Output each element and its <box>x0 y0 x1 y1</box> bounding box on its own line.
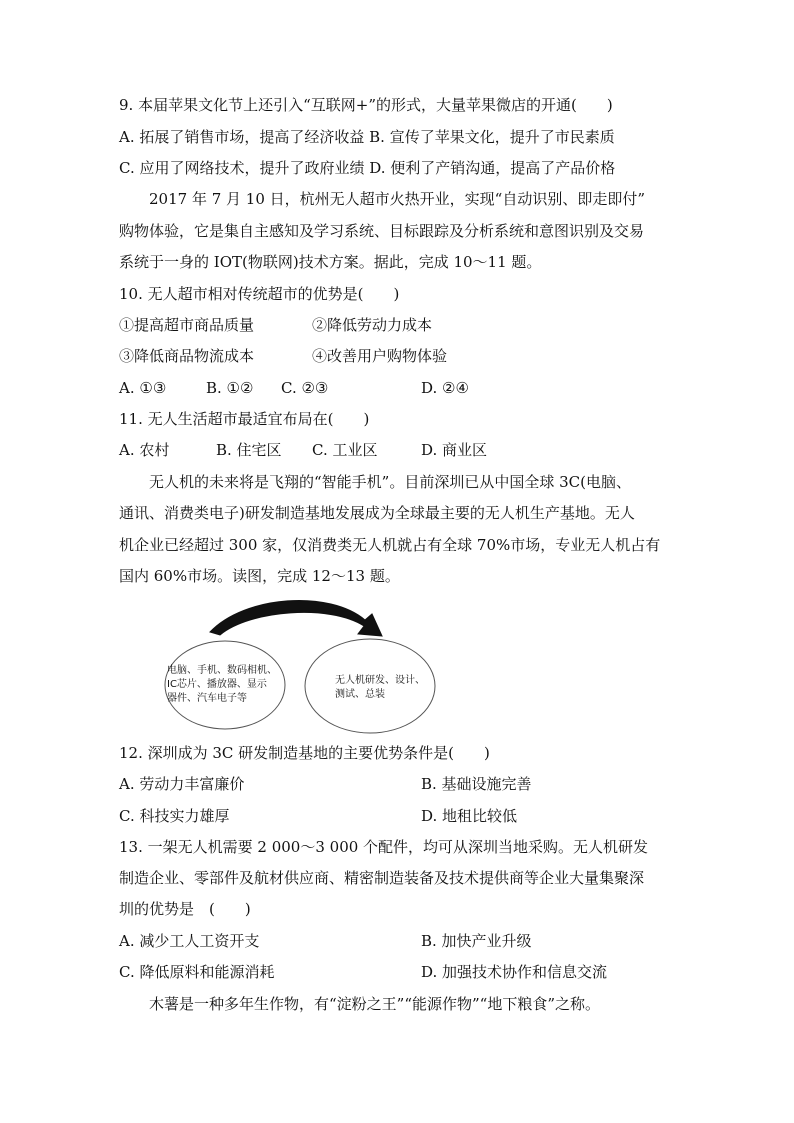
passage2-line3: 机企业已经超过 300 家，仅消费类无人机就占有全球 70%市场，专业无人机占有 <box>119 536 661 554</box>
passage2-line1: 无人机的未来将是飞翔的“智能手机”。目前深圳已从中国全球 3C(电脑、 <box>149 473 631 491</box>
q13-line1: 13. 一架无人机需要 2 000～3 000 个配件，均可从深圳当地采购。无人机研发 <box>119 838 649 856</box>
q11-option-d: D. 商业区 <box>421 441 488 459</box>
right-ellipse-text <box>335 674 425 702</box>
passage1-line2: 购物体验，它是集自主感知及学习系统、目标跟踪及分析系统和意图识别及交易 <box>119 222 645 240</box>
q11-option-c: C. 工业区 <box>312 441 378 459</box>
q11-option-b: B. 住宅区 <box>216 441 282 459</box>
q12-option-a: A. 劳动力丰富廉价 <box>119 775 245 793</box>
transfer-arrow <box>210 600 382 636</box>
q12-option-c: C. 科技实力雄厚 <box>119 807 230 825</box>
q9-options-cd: C. 应用了网络技术，提升了政府业绩 D. 便利了产销沟通，提高了产品价格 <box>119 159 616 177</box>
passage1-line1: 2017 年 7 月 10 日，杭州无人超市火热开业，实现“自动识别、即走即付” <box>149 190 645 208</box>
passage2-line2: 通讯、消费类电子)研发制造基地发展成为全球最主要的无人机生产基地。无人 <box>119 504 635 522</box>
q10-item2: ②降低劳动力成本 <box>312 316 433 334</box>
q10-item1: ①提高超市商品质量 <box>119 316 255 334</box>
q13-option-c: C. 降低原料和能源消耗 <box>119 963 275 981</box>
q13-option-a: A. 减少工人工资开支 <box>119 932 260 950</box>
q13-option-d: D. 加强技术协作和信息交流 <box>421 963 608 981</box>
left-line-2: IC芯片、播放器、显示 <box>167 679 267 690</box>
q10-option-b: B. ①② <box>206 379 254 397</box>
q10-option-d: D. ②④ <box>421 379 469 397</box>
left-line-3: 器件、汽车电子等 <box>167 693 247 704</box>
q12-option-b: B. 基础设施完善 <box>421 775 532 793</box>
q9-stem: 9. 本届苹果文化节上还引入“互联网+”的形式，大量苹果微店的开通( ) <box>119 96 613 114</box>
right-line-1: 无人机研发、设计、 <box>335 675 425 686</box>
passage2-line4: 国内 60%市场。读图，完成 12～13 题。 <box>119 567 400 585</box>
left-ellipse-text <box>167 664 277 706</box>
q12-stem: 12. 深圳成为 3C 研发制造基地的主要优势条件是( ) <box>119 744 490 762</box>
passage1-line3: 系统于一身的 IOT(物联网)技术方案。据此，完成 10～11 题。 <box>119 253 542 271</box>
q10-option-a: A. ①③ <box>119 379 167 397</box>
q10-item3: ③降低商品物流成本 <box>119 347 255 365</box>
q11-stem: 11. 无人生活超市最适宜布局在( ) <box>119 410 370 428</box>
q10-option-c: C. ②③ <box>281 379 329 397</box>
q13-line2: 制造企业、零部件及航材供应商、精密制造装备及技术提供商等企业大量集聚深 <box>119 869 645 887</box>
q12-option-d: D. 地租比较低 <box>421 807 518 825</box>
industry-transfer-diagram <box>150 590 450 740</box>
left-line-1: 电脑、手机、数码相机、 <box>167 665 277 676</box>
q11-option-a: A. 农村 <box>119 441 170 459</box>
q10-item4: ④改善用户购物体验 <box>312 347 448 365</box>
q9-options-ab: A. 拓展了销售市场，提高了经济收益 B. 宣传了苹果文化，提升了市民素质 <box>119 128 615 146</box>
q10-stem: 10. 无人超市相对传统超市的优势是( ) <box>119 285 400 303</box>
right-line-2: 测试、总装 <box>335 689 385 700</box>
passage3-line1: 木薯是一种多年生作物，有“淀粉之王”“能源作物”“地下粮食”之称。 <box>149 995 601 1013</box>
q13-option-b: B. 加快产业升级 <box>421 932 532 950</box>
q13-line3: 圳的优势是 ( ) <box>119 900 251 918</box>
